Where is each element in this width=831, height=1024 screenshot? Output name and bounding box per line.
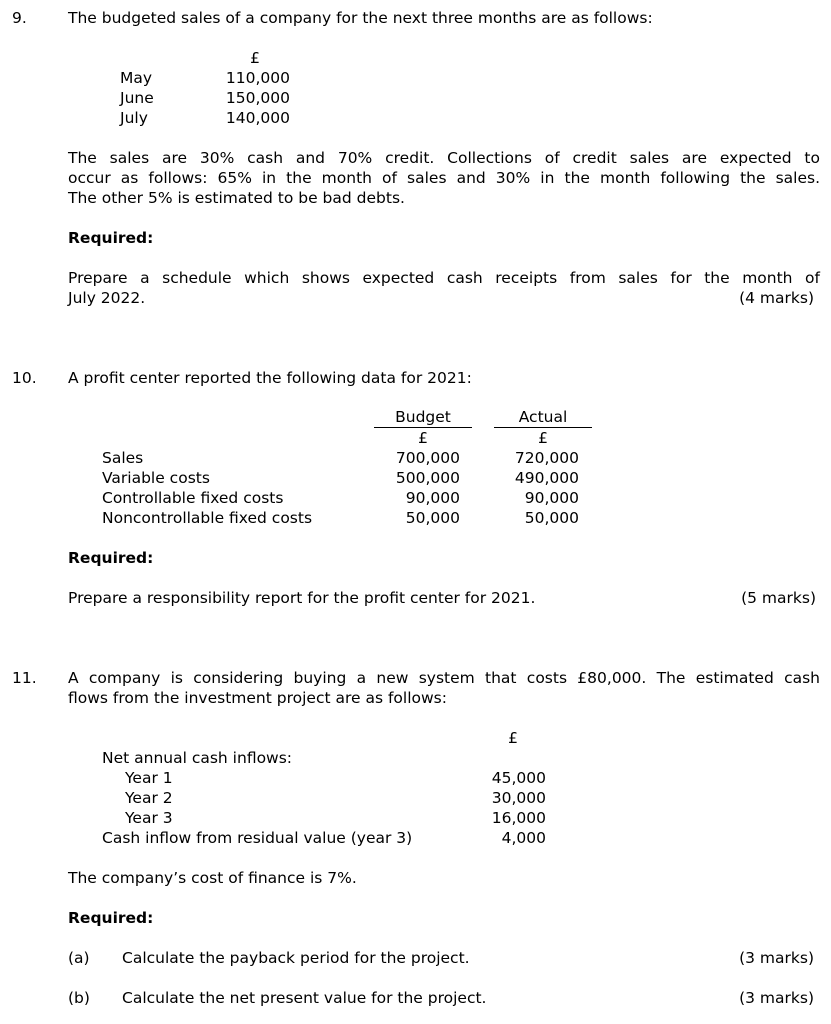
q11-part-letter: (b) — [68, 989, 90, 1007]
q11-residual-amount: 4,000 — [501, 829, 546, 847]
q11-year-amount: 45,000 — [491, 769, 546, 787]
q9-paragraph-line-2: occur as follows: 65% in the month of sales and 30% in the month following the sales. — [68, 169, 820, 187]
q11-year-amount: 30,000 — [491, 789, 546, 807]
q10-required-heading: Required: — [68, 549, 154, 567]
q9-currency-header: £ — [250, 49, 260, 67]
q10-row-label: Variable costs — [102, 469, 210, 487]
q11-currency-header: £ — [508, 729, 518, 747]
q9-intro: The budgeted sales of a company for the next three months are as follows: — [68, 9, 653, 27]
q11-part-text: Calculate the net present value for the project. — [122, 989, 487, 1007]
q9-month-june: June — [120, 89, 154, 107]
q11-cost-of-finance: The company’s cost of finance is 7%. — [68, 869, 357, 887]
q11-residual-label: Cash inflow from residual value (year 3) — [102, 829, 413, 847]
q10-row-label: Controllable fixed costs — [102, 489, 284, 507]
q11-year-amount: 16,000 — [491, 809, 546, 827]
question-number-11: 11. — [12, 669, 37, 687]
q10-row-actual: 490,000 — [514, 469, 579, 487]
q10-row-actual: 90,000 — [524, 489, 579, 507]
q9-month-july: July — [120, 109, 148, 127]
q9-amount-june: 150,000 — [225, 89, 290, 107]
q11-net-inflows-label: Net annual cash inflows: — [102, 749, 293, 767]
q11-intro-line-1: A company is considering buying a new system that costs £80,000. The estimated cash — [68, 669, 820, 687]
q10-row-actual: 720,000 — [514, 449, 579, 467]
q10-task: Prepare a responsibility report for the profit center for 2021. — [68, 589, 536, 607]
q11-required-heading: Required: — [68, 909, 154, 927]
question-number-9: 9. — [12, 9, 27, 27]
q9-marks: (4 marks) — [739, 289, 814, 307]
q10-actual-currency: £ — [538, 429, 548, 447]
question-number-10: 10. — [12, 369, 37, 387]
q11-year-label: Year 2 — [125, 789, 173, 807]
q11-part-marks: (3 marks) — [739, 949, 814, 967]
q9-month-may: May — [120, 69, 153, 87]
q10-intro: A profit center reported the following data for 2021: — [68, 369, 472, 387]
q10-row-actual: 50,000 — [524, 509, 579, 527]
q10-marks: (5 marks) — [741, 589, 816, 607]
q10-row-budget: 50,000 — [405, 509, 460, 527]
q11-year-label: Year 1 — [125, 769, 173, 787]
q10-row-budget: 700,000 — [395, 449, 460, 467]
q9-amount-july: 140,000 — [225, 109, 290, 127]
q10-actual-header: Actual — [494, 408, 592, 428]
q10-row-budget: 90,000 — [405, 489, 460, 507]
q11-part-marks: (3 marks) — [739, 989, 814, 1007]
q9-required-heading: Required: — [68, 229, 154, 247]
q11-intro-line-2: flows from the investment project are as follows: — [68, 689, 447, 707]
q10-row-label: Sales — [102, 449, 144, 467]
q10-budget-currency: £ — [418, 429, 428, 447]
q9-paragraph-line-1: The sales are 30% cash and 70% credit. Collections of credit sales are expected to — [68, 149, 820, 167]
q11-part-letter: (a) — [68, 949, 90, 967]
q10-budget-header: Budget — [374, 408, 472, 428]
q10-row-budget: 500,000 — [395, 469, 460, 487]
q9-amount-may: 110,000 — [225, 69, 290, 87]
q10-row-label: Noncontrollable fixed costs — [102, 509, 313, 527]
q11-year-label: Year 3 — [125, 809, 173, 827]
q11-part-text: Calculate the payback period for the project. — [122, 949, 470, 967]
q9-task-line-2: July 2022. — [68, 289, 146, 307]
q9-task-line-1: Prepare a schedule which shows expected cash receipts from sales for the month of — [68, 269, 820, 287]
q9-paragraph-line-3: The other 5% is estimated to be bad debts. — [68, 189, 405, 207]
